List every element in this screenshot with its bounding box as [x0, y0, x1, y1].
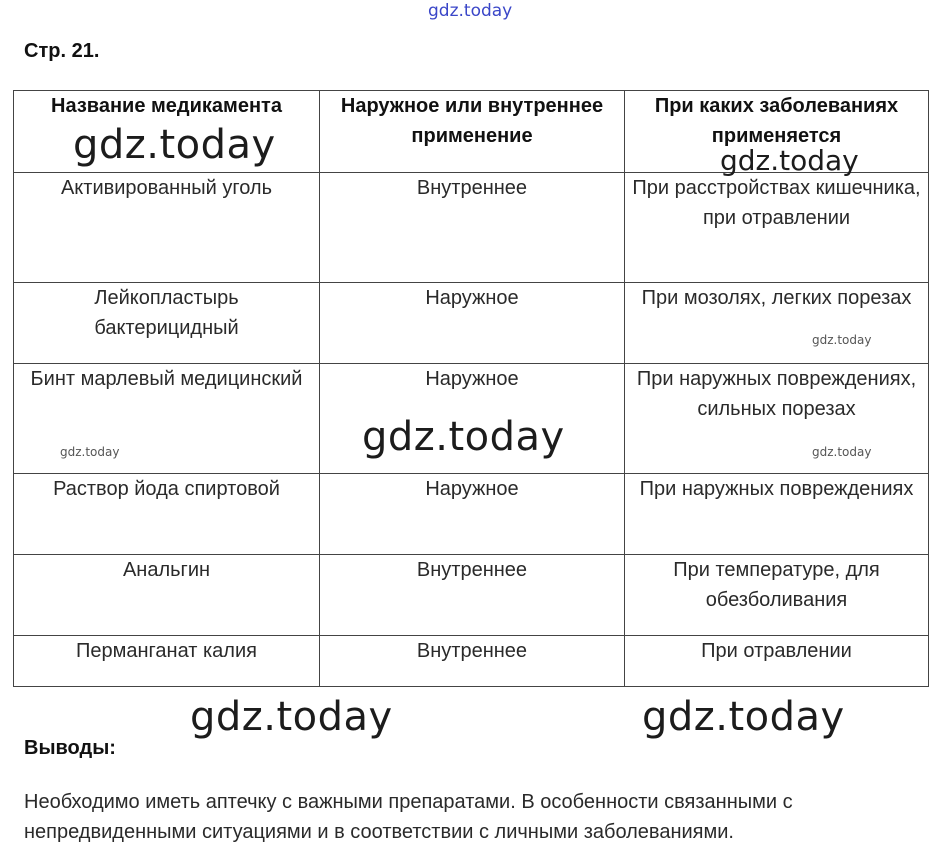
watermark-row3-center: gdz.today — [362, 414, 565, 460]
watermark-row3-right: gdz.today — [812, 445, 872, 459]
cell-diseases: При расстройствах кишечника, при отравлении — [625, 173, 929, 283]
cell-diseases: При наружных повреждениях, сильных порезах — [625, 364, 929, 474]
header-application-type: Наружное или внутреннее применение — [320, 91, 625, 173]
cell-medication-name: Активированный уголь — [14, 173, 320, 283]
watermark-header-left: gdz.today — [73, 122, 276, 168]
cell-medication-name: Анальгин — [14, 555, 320, 636]
header-diseases: При каких заболеваниях применяется — [625, 91, 929, 173]
cell-application-type: Наружное — [320, 364, 625, 474]
cell-application-type: Внутреннее — [320, 173, 625, 283]
cell-medication-name: Бинт марлевый медицинский — [14, 364, 320, 474]
cell-diseases: При температуре, для обезболивания — [625, 555, 929, 636]
table-row — [14, 555, 929, 636]
watermark-bottom-left: gdz.today — [190, 694, 393, 740]
cell-medication-name: Перманганат калия — [14, 636, 320, 687]
watermark-row2-right: gdz.today — [812, 333, 872, 347]
cell-application-type: Наружное — [320, 283, 625, 364]
header-medication-name: Название медикамента — [14, 91, 320, 173]
conclusion-title: Выводы: — [24, 737, 116, 759]
page-label: Стр. 21. — [24, 40, 100, 62]
table-row — [14, 173, 929, 283]
medications-table — [13, 90, 929, 687]
watermark-bottom-right: gdz.today — [642, 694, 845, 740]
cell-application-type: Внутреннее — [320, 555, 625, 636]
cell-diseases: При наружных повреждениях — [625, 474, 929, 555]
cell-diseases: При отравлении — [625, 636, 929, 687]
watermark-top: gdz.today — [428, 1, 513, 21]
cell-medication-name: Раствор йода спиртовой — [14, 474, 320, 555]
cell-diseases: При мозолях, легких порезах — [625, 283, 929, 364]
table-row — [14, 283, 929, 364]
watermark-row3-left: gdz.today — [60, 445, 120, 459]
table-row — [14, 636, 929, 687]
watermark-header-right: gdz.today — [720, 144, 859, 177]
conclusion-text: Необходимо иметь аптечку с важными препаратами. В особенности связанными с непредвиденными ситуациями и в соответствии с личными заболеваниями. — [24, 791, 793, 843]
cell-application-type: Наружное — [320, 474, 625, 555]
cell-medication-name: Лейкопластырь бактерицидный — [14, 283, 320, 364]
table-row — [14, 474, 929, 555]
cell-application-type: Внутреннее — [320, 636, 625, 687]
